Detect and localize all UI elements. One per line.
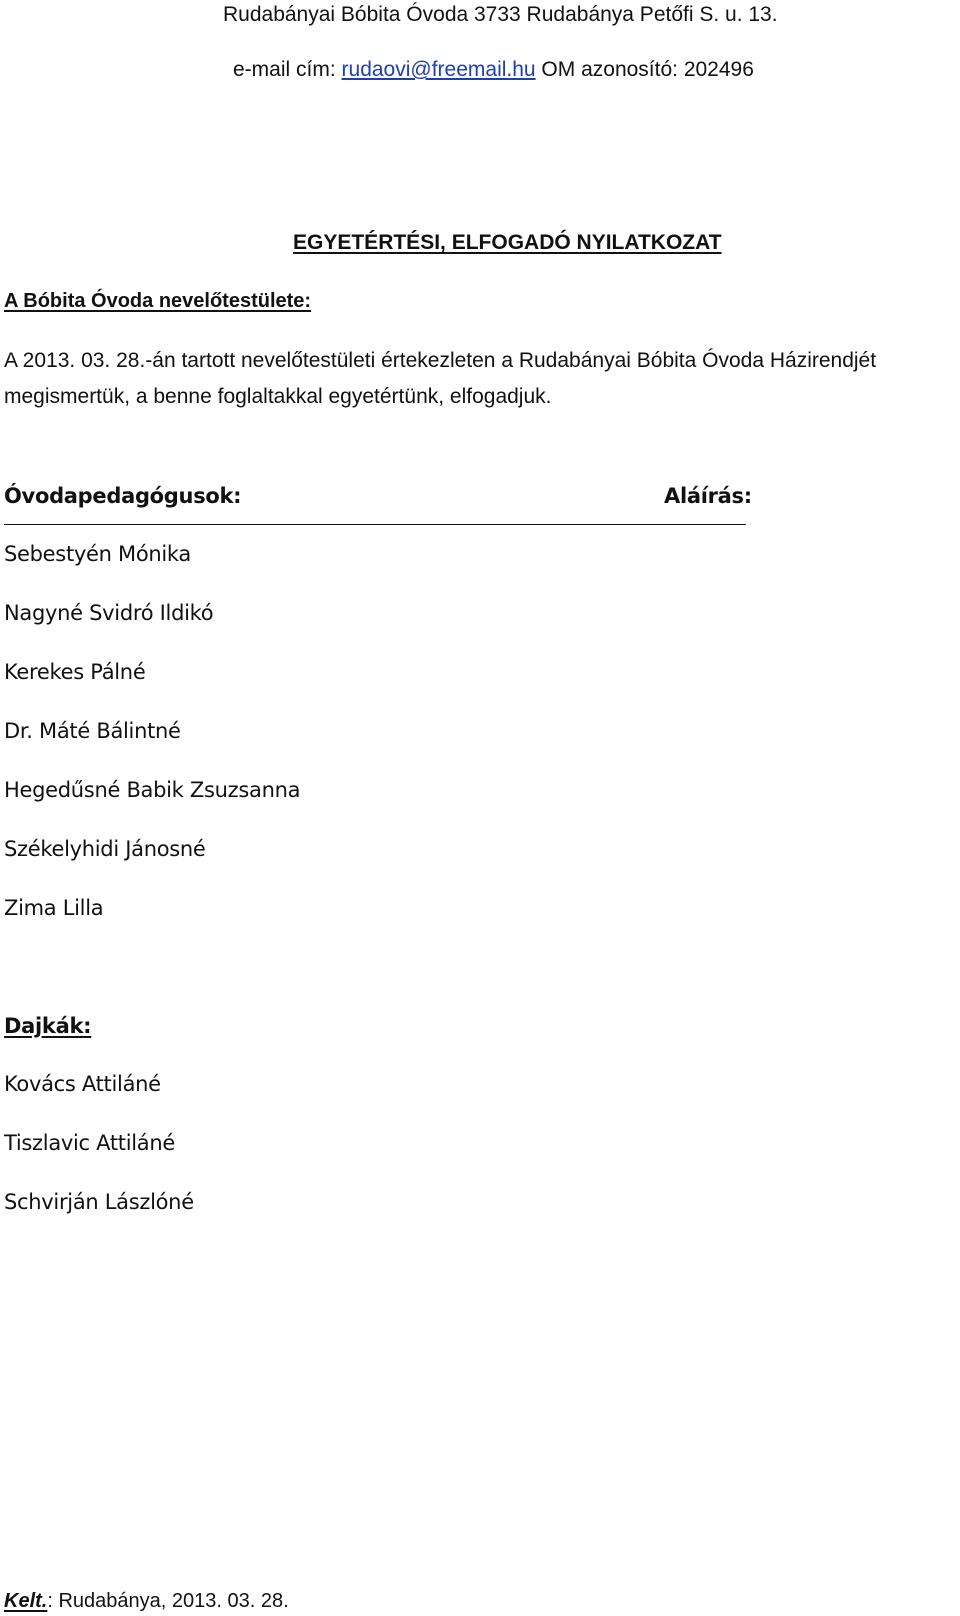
teacher-name: Sebestyén Mónika <box>4 542 191 566</box>
teacher-name: Hegedűsné Babik Zsuzsanna <box>4 778 301 802</box>
kelt-value: : Rudabánya, 2013. 03. 28. <box>47 1590 289 1612</box>
nanny-name: Tiszlavic Attiláné <box>4 1131 175 1155</box>
teacher-name: Zima Lilla <box>4 896 104 920</box>
signature-heading: Aláírás: <box>664 484 752 508</box>
teacher-name: Kerekes Pálné <box>4 660 146 684</box>
nannies-heading: Dajkák: <box>4 1014 92 1038</box>
email-link[interactable]: rudaovi@freemail.hu <box>341 58 536 81</box>
nanny-name: Schvirján Lászlóné <box>4 1190 194 1214</box>
nanny-name: Kovács Attiláné <box>4 1072 161 1096</box>
letterhead-contact <box>233 58 754 82</box>
email-label: e-mail cím: <box>233 58 342 81</box>
staff-body-label: A Bóbita Óvoda nevelőtestülete: <box>4 290 312 312</box>
kelt-label: Kelt. <box>4 1590 48 1612</box>
teacher-name: Nagyné Svidró Ildikó <box>4 601 214 625</box>
declaration-paragraph: A 2013. 03. 28.-án tartott nevelőtestületi értekezleten a Rudabányai Bóbita Óvoda Házirendjét megismertük, a benne foglaltakkal egyetértünk, elfogadjuk. <box>4 349 877 408</box>
heading-underline <box>4 524 746 525</box>
letterhead-address: Rudabányai Bóbita Óvoda 3733 Rudabánya Petőfi S. u. 13. <box>223 3 778 26</box>
document-title: EGYETÉRTÉSI, ELFOGADÓ NYILATKOZAT <box>293 231 722 254</box>
om-id: OM azonosító: 202496 <box>535 58 754 81</box>
teachers-heading: Óvodapedagógusok: <box>4 484 242 508</box>
teacher-name: Székelyhidi Jánosné <box>4 837 206 861</box>
teacher-name: Dr. Máté Bálintné <box>4 719 181 743</box>
date-place-line <box>4 1590 289 1613</box>
